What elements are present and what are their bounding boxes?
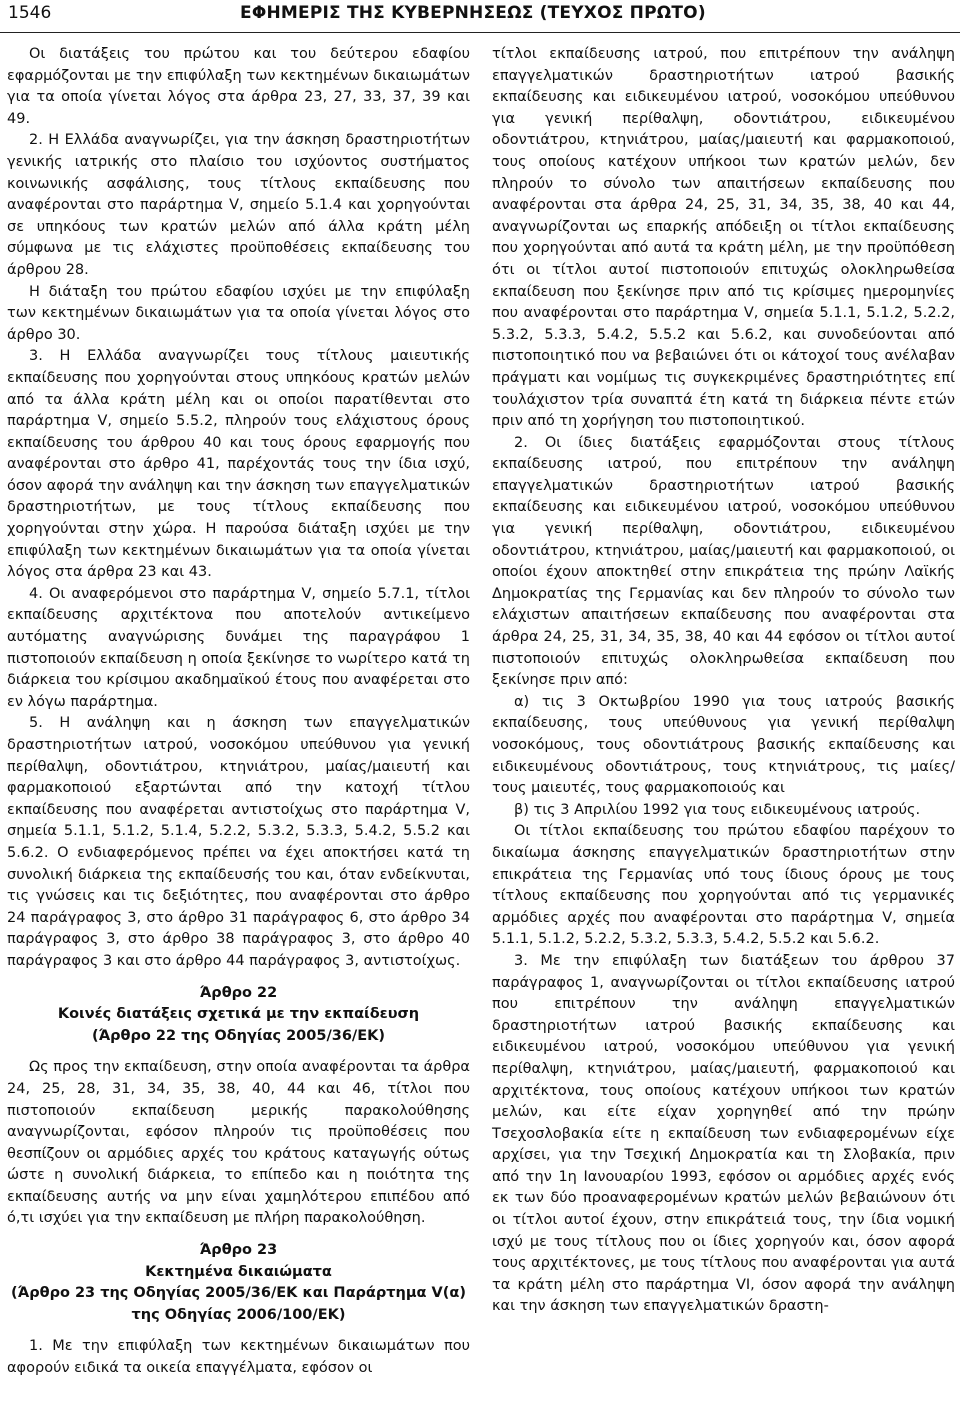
article-23-reference: (Άρθρο 23 της Οδηγίας 2005/36/ΕΚ και Παράρτημα V(α) της Οδηγίας 2006/100/ΕΚ) bbox=[11, 1285, 466, 1323]
paragraph: 2. Οι ίδιες διατάξεις εφαρμόζονται στους τίτλους εκπαίδευσης ιατρού, που επιτρέπουν την ανάληψη επαγγελματικών δραστηριοτήτων ιατρού βασικής εκπαίδευσης και ειδικευμένου ιατρού, νοσοκόμου υπεύθυνου για γενική περίθαλψη, οδοντιάτρου, ειδικευμένου οδοντιάτρου, κτηνιάτρου, μαίας/μαιευτή και φαρμακοποιού, οι οποίοι έχουν αποκτηθεί στην επικράτεια της πρώην Λαϊκής Δημοκρατίας της Γερμανίας και δεν πληρούν το σύνολο των ελάχιστων απαιτήσεων εκπαίδευσης που αναφέρονται στα άρθρα 24, 25, 31, 34, 35, 38, 40 και 44 εφόσον οι τίτλοι αυτοί πιστοποιούν επιτυχώς ολοκληρωθείσα εκπαίδευση που ξεκίνησε πριν από: bbox=[492, 434, 955, 689]
page-header bbox=[0, 0, 960, 30]
paragraph: β) τις 3 Απριλίου 1992 για τους ειδικευμένους ιατρούς. bbox=[514, 801, 921, 818]
paragraph: 3. Με την επιφύλαξη των διατάξεων του άρθρου 37 παράγραφος 1, αναγνωρίζονται οι τίτλοι εκπαίδευσης ιατρού που επιτρέπουν την ανάληψη επαγγελματικών δραστηριοτήτων ιατρού βασικής εκπαίδευσης και ειδικευμένου ιατρού, νοσοκόμου υπεύθυνου για γενική περίθαλψη, κτηνιάτρου, μαίας/μαιευτή, φαρμακοποιού και αρχιτέκτονα, τους οποίους κατέχουν υπήκοοι των κρατών μελών, και είτε είχαν χορηγηθεί από την πρώην Τσεχοσλοβακία είτε η εκπαίδευση των ενδιαφερομένων είχε αρχίσει, για την Τσεχική Δημοκρατία και τη Σλοβακία, πριν από την 1η Ιανουαρίου 1993, εφόσον οι αρμόδιες αρχές ενός εκ των δύο προαναφερομένων κρατών μελών βεβαιώνουν ότι οι τίτλοι αυτοί έχουν, στην επικράτειά τους, την ίδια νομική ισχύ με τους τίτλους που οι ίδιες χορηγούν και, όσον αφορά τους αρχιτέκτονες, με τους τίτλους που αναφέρονται για αυτά τα κράτη μέλη στο παράρτημα VI, όσον αφορά την ανάληψη και την άσκηση των επαγγελματικών δραστη- bbox=[492, 952, 955, 1315]
paragraph: 1. Με την επιφύλαξη των κεκτημένων δικαιωμάτων που αφορούν ειδικά τα οικεία επαγγέλματα, εφόσον οι bbox=[7, 1338, 470, 1377]
paragraph: α) τις 3 Οκτωβρίου 1990 για τους ιατρούς βασικής εκπαίδευσης, τους υπεύθυνους για γενική περίθαλψη νοσοκόμους, τους οδοντιάτρους βασικής εκπαίδευσης και ειδικευμένους οδοντιάτρους, τους κτηνιάτρους, τις μαίες/τους μαιευτές, τους φαρμακοποιούς και bbox=[492, 693, 955, 797]
paragraph: 2. Η Ελλάδα αναγνωρίζει, για την άσκηση δραστηριοτήτων γενικής ιατρικής στο πλαίσιο του ισχύοντος συστήματος κοινωνικής ασφάλισης, τους τίτλους εκπαίδευσης που αναφέρονται στο παράρτημα V, σημείο 5.1.4 και χορηγούνται σε υπηκόους των κρατών μελών από άλλα κράτη μέλη σύμφωνα με τις ελάχιστες προϋποθέσεις εκπαίδευσης του άρθρου 28. bbox=[7, 132, 470, 278]
paragraph: Ως προς την εκπαίδευση, στην οποία αναφέρονται τα άρθρα 24, 25, 28, 31, 34, 35, 38, 40, 44 και 46, τίτλοι που πιστοποιούν εκπαίδευση μερικής παρακολούθησης αναγνωρίζονται, εφόσον πληρούν τις προϋποθέσεις που θεσπίζουν οι αρμόδιες αρχές του κράτους καταγωγής ούτως ώστε η συνολική διάρκεια, το επίπεδο και η ποιότητα της εκπαίδευσης αυτής να μην είναι χαμηλότερου επιπέδου από ό,τι ισχύει για την εκπαίδευση με πλήρη παρακολούθηση. bbox=[7, 1059, 470, 1227]
paragraph: 5. Η ανάληψη και η άσκηση των επαγγελματικών δραστηριοτήτων ιατρού, νοσοκόμου υπεύθυνου για γενική περίθαλψη, οδοντιάτρου, κτηνιάτρου, μαίας/μαιευτή και φαρμακοποιού εξαρτώνται από την κατοχή τίτλου εκπαίδευσης που αναφέρεται αντιστοίχως στο παράρτημα V, σημεία 5.1.1, 5.1.2, 5.1.4, 5.2.2, 5.3.2, 5.3.3, 5.4.2, 5.5.2 και 5.6.2. Ο ενδιαφερόμενος πρέπει να έχει αποκτήσει κατά τη συνολική διάρκεια της εκπαίδευσής του και, όταν ενδείκνυται, τις γνώσεις και τις δεξιότητες, που αναφέρονται στο άρθρο 24 παράγραφος 3, στο άρθρο 31 παράγραφος 6, στο άρθρο 34 παράγραφος 3, στο άρθρο 38 παράγραφος 3, στο άρθρο 40 παράγραφος 3 και στο άρθρο 44 παράγραφος 3, αντιστοίχως. bbox=[7, 715, 470, 969]
article-22-title: Κοινές διατάξεις σχετικά με την εκπαίδευση bbox=[57, 1006, 420, 1023]
page-number: 1546 bbox=[8, 3, 52, 23]
article-23-title: Κεκτημένα δικαιώματα bbox=[145, 1263, 332, 1280]
running-title: ΕΦΗΜΕΡΙΣ ΤΗΣ ΚΥΒΕΡΝΗΣΕΩΣ (ΤΕΥΧΟΣ ΠΡΩΤΟ) bbox=[240, 3, 706, 23]
paragraph: Οι διατάξεις του πρώτου και του δεύτερου εδαφίου εφαρμόζονται με την επιφύλαξη των κεκτημένων δικαιωμάτων για τα οποία γίνεται λόγος στα άρθρα 23, 27, 33, 37, 39 και 49. bbox=[7, 46, 470, 127]
left-column bbox=[7, 44, 470, 1380]
article-23-number: Άρθρο 23 bbox=[199, 1242, 278, 1259]
header-rule bbox=[0, 32, 960, 33]
paragraph: τίτλοι εκπαίδευσης ιατρού, που επιτρέπουν την ανάληψη επαγγελματικών δραστηριοτήτων ιατρού βασικής εκπαίδευσης και ειδικευμένου ιατρού, νοσοκόμου υπεύθυνου για γενική περίθαλψη, οδοντιάτρου, ειδικευμένου οδοντιάτρου, κτηνιάτρου, μαίας/μαιευτή και φαρμακοποιού, τους οποίους κατέχουν υπήκοοι των κρατών μελών, δεν πληρούν το σύνολο των απαιτήσεων εκπαίδευσης που αναφέρονται στα άρθρα 24, 25, 31, 34, 35, 38, 40 και 44, αναγνωρίζονται ως επαρκής απόδειξη οι τίτλοι εκπαίδευσης που χορηγούνται από αυτά τα κράτη μέλη, με την προϋπόθεση ότι οι τίτλοι αυτοί πιστοποιούν επιτυχώς ολοκληρωθείσα εκπαίδευση που ξεκίνησε πριν από τις κρίσιμες ημερομηνίες που αναφέρονται στο παράρτημα V, σημεία 5.1.1, 5.1.2, 5.2.2, 5.3.2, 5.3.3, 5.4.2, 5.5.2 και 5.6.2, και συνοδεύονται από πιστοποιητικό που να βεβαιώνει ότι οι κάτοχοί τους ανέλαβαν πράγματι και νομίμως τις συγκεκριμένες δραστηριότητες επί τουλάχιστον τρία συναπτά έτη κατά τη διάρκεια πέντε ετών πριν από τη χορήγηση του πιστοποιητικού. bbox=[492, 46, 955, 430]
right-column bbox=[492, 44, 955, 1318]
paragraph: Οι τίτλοι εκπαίδευσης του πρώτου εδαφίου παρέχουν το δικαίωμα άσκησης επαγγελματικών δραστηριοτήτων στην επικράτεια της Γερμανίας υπό τους ίδιους όρους με τους τίτλους εκπαίδευσης που χορηγούνται από τις γερμανικές αρμόδιες αρχές που αναφέρονται στο παράρτημα V, σημεία 5.1.1, 5.1.2, 5.2.2, 5.3.2, 5.3.3, 5.4.2, 5.5.2 και 5.6.2. bbox=[492, 823, 955, 948]
article-22-reference: (Άρθρο 22 της Οδηγίας 2005/36/ΕΚ) bbox=[91, 1027, 385, 1044]
paragraph: Η διάταξη του πρώτου εδαφίου ισχύει με την επιφύλαξη των κεκτημένων δικαιωμάτων για τα οποία γίνεται λόγος στο άρθρο 30. bbox=[7, 283, 470, 343]
article-22-number: Άρθρο 22 bbox=[199, 984, 278, 1001]
paragraph: 3. Η Ελλάδα αναγνωρίζει τους τίτλους μαιευτικής εκπαίδευσης που χορηγούνται στους υπηκόους κρατών μελών από τα άλλα κράτη μέλη και οι οποίοι παρατίθενται στο παράρτημα V, σημείο 5.5.2, πληρούν τους ελάχιστους όρους εκπαίδευσης του άρθρου 40 και τους όρους εφαρμογής που αναφέρονται στο άρθρο 41, παρέχοντάς τους την ίδια ισχύ, όσον αφορά την ανάληψη και την άσκηση των επαγγελματικών δραστηριοτήτων, με τους τίτλους εκπαίδευσης που χορηγούνται στην χώρα. Η παρούσα διάταξη ισχύει με την επιφύλαξη των κεκτημένων δικαιωμάτων για τα οποία γίνεται λόγος στα άρθρα 23 και 43. bbox=[7, 348, 470, 581]
paragraph: 4. Οι αναφερόμενοι στο παράρτημα V, σημείο 5.7.1, τίτλοι εκπαίδευσης αρχιτέκτονα που αποτελούν αντικείμενο αυτόματης αναγνώρισης δυνάμει της παραγράφου 1 πιστοποιούν εκπαίδευση η οποία ξεκίνησε το νωρίτερο κατά τη διάρκεια του κρίσιμου ακαδημαϊκού έτους που αναφέρεται στο εν λόγω παράρτημα. bbox=[7, 585, 470, 710]
